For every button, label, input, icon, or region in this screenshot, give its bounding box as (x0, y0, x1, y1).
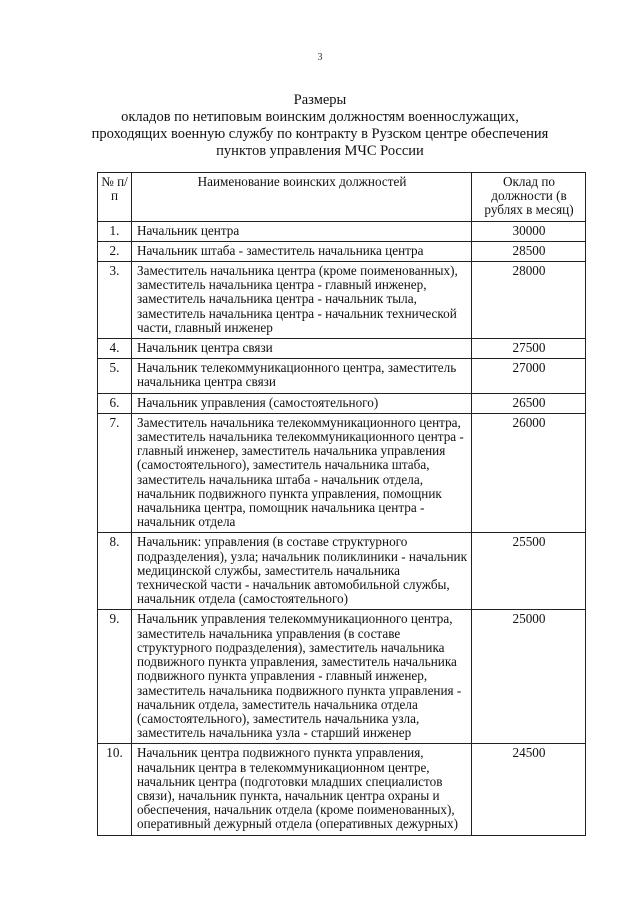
header-salary: Оклад по должности (в рублях в месяц) (472, 173, 586, 222)
row-salary: 27500 (472, 339, 586, 359)
row-num: 2. (98, 241, 132, 261)
table-row (98, 241, 586, 261)
row-num: 10. (98, 744, 132, 835)
row-num: 7. (98, 413, 132, 533)
title-line-2: окладов по нетиповым воинским должностям военнослужащих, (121, 109, 519, 125)
row-salary: 26000 (472, 413, 586, 533)
title-line-3: проходящих военную службу по контракту в Рузском центре обеспечения (91, 126, 549, 142)
row-salary: 26500 (472, 393, 586, 413)
table-row (98, 533, 586, 610)
row-position: Начальник управления телекоммуникационного центра, заместитель начальника управления (в составе структурного подразделения), заместитель начальника подвижного пункта управления, заместитель начальника подвижного пункта управления - главный инженер, заместитель начальника подвижного пункта управления - начальник отдела, заместитель начальника отдела (самостоятельного), заместитель начальника узла, заместитель начальника узла - старший инженер (132, 610, 472, 744)
row-num: 9. (98, 610, 132, 744)
row-num: 5. (98, 359, 132, 393)
row-num: 4. (98, 339, 132, 359)
table-row (98, 413, 586, 533)
header-name: Наименование воинских должностей (132, 173, 472, 222)
table-row (98, 339, 586, 359)
header-num: № п/п (98, 173, 132, 222)
table-row (98, 393, 586, 413)
table-header-row (98, 173, 586, 222)
row-salary: 28500 (472, 241, 586, 261)
row-salary: 25500 (472, 533, 586, 610)
row-num: 6. (98, 393, 132, 413)
row-position: Начальник штаба - заместитель начальника центра (132, 241, 472, 261)
row-num: 1. (98, 221, 132, 241)
table-row (98, 610, 586, 744)
row-position: Начальник центра подвижного пункта управления, начальник центра в телекоммуникационном центре, начальник центра (подготовки младших специалистов связи), начальник пункта, начальник центра охраны и обеспечения, начальник отдела (кроме поименованных), оперативный дежурный отдела (оперативных дежурных) (132, 744, 472, 835)
table-row (98, 221, 586, 241)
table-row (98, 744, 586, 835)
page-number: 3 (317, 52, 323, 63)
row-position: Начальник центра (132, 221, 472, 241)
row-salary: 28000 (472, 262, 586, 339)
row-position: Начальник: управления (в составе структурного подразделения), узла; начальник поликлиники - начальник медицинской службы, заместитель начальника технической части - начальник автомобильной службы, начальник отдела (самостоятельного) (132, 533, 472, 610)
row-position: Заместитель начальника телекоммуникационного центра, заместитель начальника телекоммуникационного центра - главный инженер, заместитель начальника управления (самостоятельного), заместитель начальника штаба, заместитель начальника штаба - начальник отдела, начальник подвижного пункта управления, помощник начальника центра, помощник начальника центра - начальник отдела (132, 413, 472, 533)
table-row (98, 262, 586, 339)
row-position: Начальник управления (самостоятельного) (132, 393, 472, 413)
table-row (98, 359, 586, 393)
row-salary: 25000 (472, 610, 586, 744)
row-position: Начальник центра связи (132, 339, 472, 359)
row-salary: 30000 (472, 221, 586, 241)
title-line-1: Размеры (293, 92, 347, 108)
row-salary: 27000 (472, 359, 586, 393)
title-line-4: пунктов управления МЧС России (216, 143, 424, 159)
document-title (0, 92, 640, 160)
row-position: Заместитель начальника центра (кроме поименованных), заместитель начальника центра - главный инженер, заместитель начальника центра - начальник тыла, заместитель начальника центра - начальник технической части, главный инженер (132, 262, 472, 339)
row-num: 8. (98, 533, 132, 610)
row-num: 3. (98, 262, 132, 339)
row-position: Начальник телекоммуникационного центра, заместитель начальника центра связи (132, 359, 472, 393)
row-salary: 24500 (472, 744, 586, 835)
salary-table (97, 172, 586, 836)
